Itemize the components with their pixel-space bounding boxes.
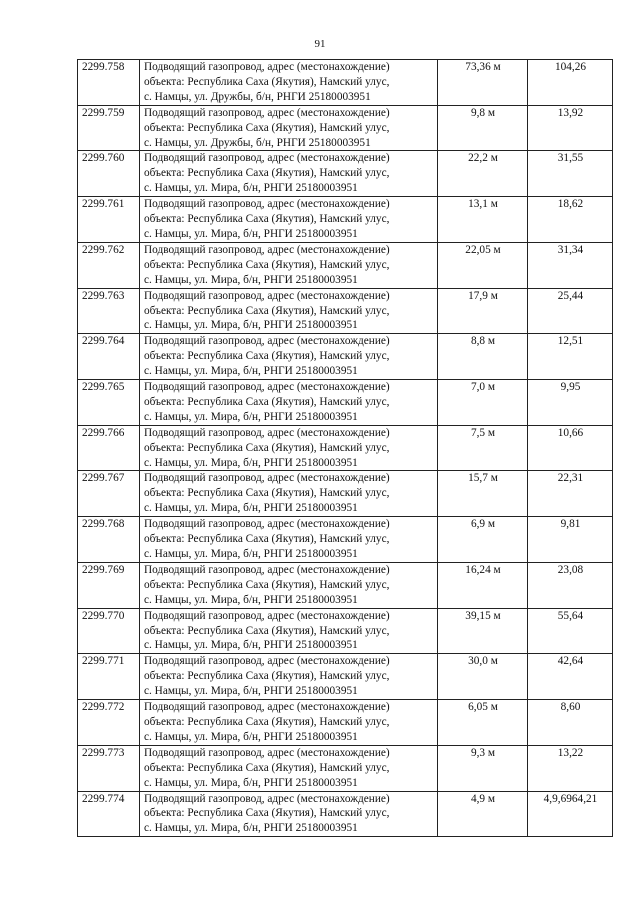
object-description (140, 242, 438, 288)
row-number: 2299.765 (78, 380, 140, 426)
description-line: Подводящий газопровод, адрес (местонахождение) (144, 426, 390, 439)
description-line: объекта: Республика Саха (Якутия), Намский улус, (144, 75, 390, 88)
object-value: 12,51 (528, 334, 613, 380)
object-length: 73,36 м (438, 60, 528, 106)
object-length: 17,9 м (438, 288, 528, 334)
description-line: объекта: Республика Саха (Якутия), Намский улус, (144, 670, 390, 683)
object-value: 104,26 (528, 60, 613, 106)
object-length: 22,2 м (438, 151, 528, 197)
object-value: 22,31 (528, 471, 613, 517)
description-line: объекта: Республика Саха (Якутия), Намский улус, (144, 533, 390, 546)
description-line: Подводящий газопровод, адрес (местонахождение) (144, 289, 390, 302)
description-line: Подводящий газопровод, адрес (местонахождение) (144, 609, 390, 622)
object-length: 4,9 м (438, 791, 528, 837)
description-line: Подводящий газопровод, адрес (местонахождение) (144, 243, 390, 256)
page-number: 91 (314, 38, 326, 50)
description-line: Подводящий газопровод, адрес (местонахождение) (144, 563, 390, 576)
table-row (78, 700, 613, 746)
row-number: 2299.763 (78, 288, 140, 334)
object-length: 7,5 м (438, 425, 528, 471)
registry-table (77, 59, 613, 837)
description-line: Подводящий газопровод, адрес (местонахождение) (144, 701, 390, 714)
registry-table-body (78, 60, 613, 837)
object-description (140, 654, 438, 700)
object-value: 25,44 (528, 288, 613, 334)
description-line: Подводящий газопровод, адрес (местонахождение) (144, 61, 390, 73)
object-length: 9,8 м (438, 105, 528, 151)
row-number: 2299.769 (78, 562, 140, 608)
table-row (78, 654, 613, 700)
description-line: Подводящий газопровод, адрес (местонахождение) (144, 792, 390, 805)
row-number: 2299.771 (78, 654, 140, 700)
row-number: 2299.773 (78, 745, 140, 791)
description-line: объекта: Республика Саха (Якутия), Намский улус, (144, 715, 390, 728)
description-line: Подводящий газопровод, адрес (местонахождение) (144, 152, 390, 165)
description-line: объекта: Республика Саха (Якутия), Намский улус, (144, 441, 390, 454)
object-value: 10,66 (528, 425, 613, 471)
row-number: 2299.770 (78, 608, 140, 654)
description-line: с. Намцы, ул. Дружбы, б/н, РНГИ 25180003951 (144, 136, 371, 149)
object-value: 4,9,6964,21 (528, 791, 613, 837)
description-line: объекта: Республика Саха (Якутия), Намский улус, (144, 121, 390, 134)
row-number: 2299.762 (78, 242, 140, 288)
row-number: 2299.758 (78, 60, 140, 106)
table-row (78, 425, 613, 471)
object-value: 9,95 (528, 380, 613, 426)
object-length: 7,0 м (438, 380, 528, 426)
object-value: 31,55 (528, 151, 613, 197)
table-row (78, 334, 613, 380)
table-row (78, 105, 613, 151)
table-row (78, 242, 613, 288)
table-row (78, 197, 613, 243)
object-description (140, 745, 438, 791)
row-number: 2299.767 (78, 471, 140, 517)
description-line: Подводящий газопровод, адрес (местонахождение) (144, 655, 390, 668)
object-value: 31,34 (528, 242, 613, 288)
object-description (140, 700, 438, 746)
table-row (78, 471, 613, 517)
row-number: 2299.761 (78, 197, 140, 243)
object-value: 18,62 (528, 197, 613, 243)
description-line: с. Намцы, ул. Мира, б/н, РНГИ 25180003951 (144, 593, 358, 606)
object-description (140, 288, 438, 334)
description-line: объекта: Республика Саха (Якутия), Намский улус, (144, 578, 390, 591)
object-description (140, 562, 438, 608)
object-value: 13,22 (528, 745, 613, 791)
description-line: объекта: Республика Саха (Якутия), Намский улус, (144, 487, 390, 500)
description-line: с. Намцы, ул. Мира, б/н, РНГИ 25180003951 (144, 456, 358, 469)
table-row (78, 791, 613, 837)
description-line: с. Намцы, ул. Мира, б/н, РНГИ 25180003951 (144, 182, 358, 195)
description-line: с. Намцы, ул. Мира, б/н, РНГИ 25180003951 (144, 548, 358, 560)
row-number: 2299.760 (78, 151, 140, 197)
object-value: 8,60 (528, 700, 613, 746)
description-line: с. Намцы, ул. Мира, б/н, РНГИ 25180003951 (144, 776, 358, 789)
description-line: объекта: Республика Саха (Якутия), Намский улус, (144, 624, 390, 637)
object-description (140, 471, 438, 517)
description-line: с. Намцы, ул. Дружбы, б/н, РНГИ 25180003951 (144, 90, 371, 103)
row-number: 2299.764 (78, 334, 140, 380)
description-line: с. Намцы, ул. Мира, б/н, РНГИ 25180003951 (144, 410, 358, 423)
object-length: 8,8 м (438, 334, 528, 380)
description-line: объекта: Республика Саха (Якутия), Намский улус, (144, 395, 390, 408)
description-line: объекта: Республика Саха (Якутия), Намский улус, (144, 304, 390, 317)
object-description (140, 60, 438, 106)
object-description (140, 334, 438, 380)
description-line: с. Намцы, ул. Мира, б/н, РНГИ 25180003951 (144, 822, 358, 835)
description-line: Подводящий газопровод, адрес (местонахождение) (144, 335, 390, 348)
description-line: Подводящий газопровод, адрес (местонахождение) (144, 106, 390, 119)
object-description (140, 425, 438, 471)
description-line: объекта: Республика Саха (Якутия), Намский улус, (144, 167, 390, 180)
description-line: с. Намцы, ул. Мира, б/н, РНГИ 25180003951 (144, 273, 358, 286)
table-row (78, 380, 613, 426)
description-line: с. Намцы, ул. Мира, б/н, РНГИ 25180003951 (144, 502, 358, 515)
description-line: Подводящий газопровод, адрес (местонахождение) (144, 381, 390, 394)
object-description (140, 608, 438, 654)
table-row (78, 745, 613, 791)
description-line: Подводящий газопровод, адрес (местонахождение) (144, 746, 390, 759)
row-number: 2299.768 (78, 517, 140, 563)
object-length: 6,05 м (438, 700, 528, 746)
description-line: с. Намцы, ул. Мира, б/н, РНГИ 25180003951 (144, 227, 358, 240)
description-line: объекта: Республика Саха (Якутия), Намский улус, (144, 213, 390, 226)
table-row (78, 60, 613, 106)
description-line: объекта: Республика Саха (Якутия), Намский улус, (144, 807, 390, 820)
object-length: 30,0 м (438, 654, 528, 700)
object-length: 15,7 м (438, 471, 528, 517)
description-line: Подводящий газопровод, адрес (местонахождение) (144, 472, 390, 485)
table-row (78, 151, 613, 197)
object-description (140, 151, 438, 197)
description-line: с. Намцы, ул. Мира, б/н, РНГИ 25180003951 (144, 319, 358, 332)
description-line: Подводящий газопровод, адрес (местонахождение) (144, 198, 390, 211)
object-length: 16,24 м (438, 562, 528, 608)
object-value: 42,64 (528, 654, 613, 700)
description-line: объекта: Республика Саха (Якутия), Намский улус, (144, 258, 390, 271)
object-description (140, 380, 438, 426)
table-row (78, 562, 613, 608)
object-length: 22,05 м (438, 242, 528, 288)
table-row (78, 608, 613, 654)
object-description (140, 791, 438, 837)
description-line: объекта: Республика Саха (Якутия), Намский улус, (144, 761, 390, 774)
object-value: 9,81 (528, 517, 613, 563)
table-row (78, 288, 613, 334)
object-length: 13,1 м (438, 197, 528, 243)
object-value: 23,08 (528, 562, 613, 608)
description-line: объекта: Республика Саха (Якутия), Намский улус, (144, 350, 390, 363)
row-number: 2299.774 (78, 791, 140, 837)
object-length: 9,3 м (438, 745, 528, 791)
row-number: 2299.766 (78, 425, 140, 471)
row-number: 2299.759 (78, 105, 140, 151)
description-line: с. Намцы, ул. Мира, б/н, РНГИ 25180003951 (144, 730, 358, 743)
table-row (78, 517, 613, 563)
description-line: с. Намцы, ул. Мира, б/н, РНГИ 25180003951 (144, 639, 358, 652)
object-value: 13,92 (528, 105, 613, 151)
object-description (140, 105, 438, 151)
description-line: Подводящий газопровод, адрес (местонахождение) (144, 518, 390, 531)
object-length: 6,9 м (438, 517, 528, 563)
object-description (140, 517, 438, 563)
object-value: 55,64 (528, 608, 613, 654)
description-line: с. Намцы, ул. Мира, б/н, РНГИ 25180003951 (144, 685, 358, 698)
row-number: 2299.772 (78, 700, 140, 746)
description-line: с. Намцы, ул. Мира, б/н, РНГИ 25180003951 (144, 365, 358, 378)
object-length: 39,15 м (438, 608, 528, 654)
object-description (140, 197, 438, 243)
